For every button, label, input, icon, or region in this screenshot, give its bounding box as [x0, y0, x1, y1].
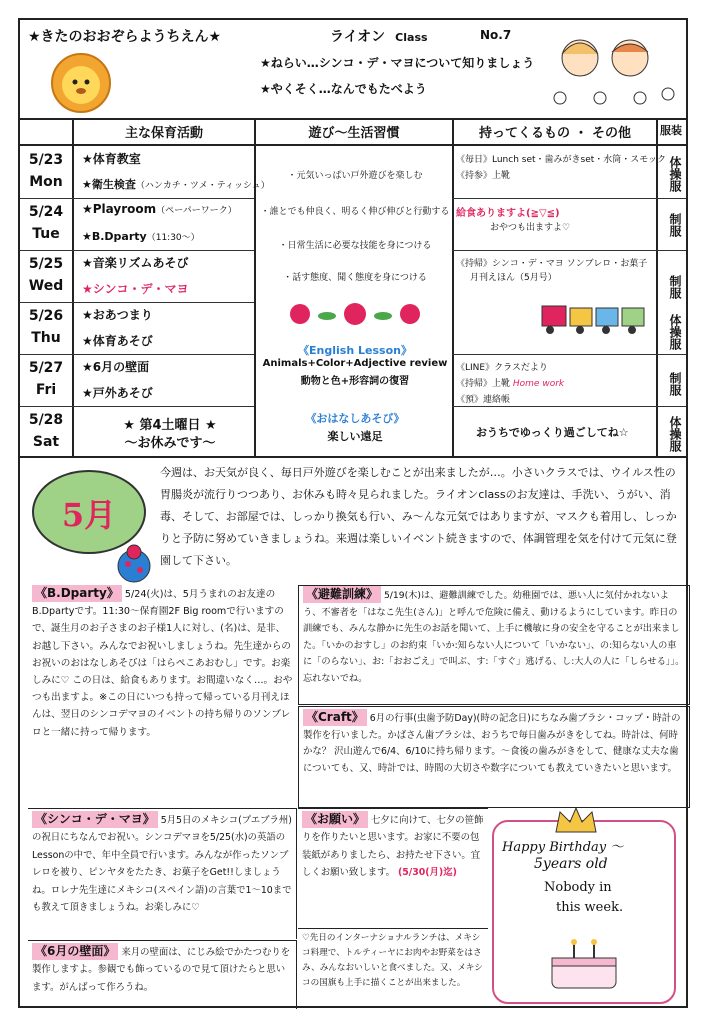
play-goal-2: ・誰とでも仲良く、明るく伸び伸びと行動する [260, 207, 450, 217]
carry-text: 《持帰》上靴 [456, 379, 511, 389]
request-body [302, 811, 486, 882]
class-name [330, 26, 428, 46]
lion-illustration [46, 52, 116, 114]
weekday: Wed [28, 278, 64, 294]
train-illustration [540, 290, 650, 338]
date: 5/23 [28, 152, 64, 168]
play-goal-3: ・日常生活に必要な技能を身につける [278, 241, 432, 251]
activity-fri-2: ★戸外あそび [82, 386, 153, 400]
month-badge [32, 470, 146, 554]
activity-thu-2: ★体育あそび [82, 334, 153, 348]
section-text: 6月の行事(虫歯予防Day)(時の記念日)にちなみ歯ブラシ・コップ・時計の製作を行いました。かばさん歯ブラシは、おうちで毎日歯みがきをしてね。時計は、何時かな？ 沢山遊んで6/4、6/10に持ち帰ります。〜食後の歯みがきをして、健康な丈夫な歯についても、又、時計では、時間の大切さや数字についても教えていきたいと思います。 [303, 713, 681, 774]
activity-note: （ハンカチ・ツメ・ティッシュ） [135, 181, 270, 191]
header [20, 20, 686, 120]
activity-mon-1: ★体育教室 [82, 152, 141, 166]
day-sat [20, 412, 72, 450]
carry-mon-1: 《毎日》Lunch set・歯みがきset・水筒・スモック [456, 155, 667, 165]
story-text: 楽しい遠足 [327, 430, 383, 443]
carry-sat: おうちでゆっくり過ごしてね☆ [476, 426, 629, 439]
drill-body [303, 586, 685, 688]
section-title: 《避難訓練》 [303, 586, 381, 603]
drill-section [298, 585, 690, 705]
weekday: Sat [32, 434, 60, 450]
col-play: 遊び〜生活習慣 [308, 126, 400, 141]
activity-sat-1: ★ 第4土曜日 ★ [123, 418, 217, 433]
birthday-line-4: this week. [556, 900, 624, 915]
carry-mon-2: 《持参》上靴 [456, 171, 511, 181]
lunch-section [298, 928, 488, 1009]
clothes-wed: 制服 [668, 275, 682, 299]
play-goal-1: ・元気いっぱい戸外遊びを楽しむ [287, 171, 423, 181]
section-title: 《お願い》 [302, 811, 368, 828]
play-goal-4: ・話す態度、聞く態度を身につける [283, 273, 427, 283]
rose-decoration-icon [280, 296, 430, 332]
crown-icon [554, 806, 598, 834]
activity-thu-1: ★おあつまり [82, 308, 153, 322]
bday-party-section [28, 585, 294, 803]
clothes-fri: 制服 [668, 372, 682, 396]
class-label: Class [395, 31, 428, 44]
homework-note: Home work [512, 379, 565, 389]
col-carry: 持ってくるもの ・ その他 [478, 126, 632, 141]
section-title: 《B.Dparty》 [32, 585, 122, 602]
lunch-text: ♡先日のインターナショナルランチは、メキシコ料理で、トルティーヤにお肉やお野菜をはさみ、みんなおいしいと食べました。又、メキシコの国旗も上手に描くことが出来ました。 [302, 933, 483, 988]
section-title: 《Craft》 [303, 709, 367, 726]
cinco-section [28, 808, 297, 939]
birthday-card [492, 820, 676, 1004]
date: 5/28 [28, 412, 64, 428]
birthday-line-3: Nobody in [544, 880, 612, 895]
ladybug-icon [112, 544, 156, 584]
activity-fri-1: ★6月の壁面 [82, 360, 150, 374]
month-text: 5月 [61, 496, 117, 534]
clothes-mon: 体操服 [668, 156, 682, 192]
promise-text: ★やくそく…なんでもたべよう [260, 82, 427, 96]
col-activities: 主な保育活動 [124, 126, 203, 141]
day-fri [20, 360, 72, 398]
carry-wed-2: 月刊えほん（5月号） [470, 273, 557, 283]
wall-body [32, 943, 294, 996]
date: 5/24 [28, 204, 64, 220]
activity-tue-2 [82, 230, 200, 243]
section-text: 来月の壁面は、にじみ絵でかたつむりを製作しますよ。参観でも飾っているので見て頂けたらと思います。がんばって作ろうね。 [32, 947, 291, 993]
request-deadline: (5/30(月)迄) [397, 867, 457, 879]
date: 5/26 [28, 308, 64, 324]
birthday-line-2: 5years old [534, 856, 608, 872]
section-text: 5/24(火)は、5月うまれのお友達のB.Dpartyです。11:30〜保育園2F Big roomで行いますので、誕生月のお子さまのお子様1人に対し、(名)は、是非、お越し下さい。みんなでお祝いしましょうね。先生達からのお祝いのおはなしあそびは「はらぺこあおむし」です。お楽しみに♡ この日は、給食もあります。お間違いなく…。おやつも出ますよ。※この日にいつも持って帰っている月刊えほんは、翌日のシンコデマヨのイベントの持ち帰りのソンブレロと一緒に持って帰ります。 [32, 589, 293, 738]
carry-fri-2 [456, 376, 564, 389]
bday-party-body [32, 585, 294, 741]
carry-tue-1: 給食ありますよ(≧▽≦) [456, 208, 560, 219]
weekly-schedule [20, 118, 686, 458]
school-name: ★きたのおおぞらようちえん★ [28, 29, 222, 45]
activity-note: （ペーパーワーク） [156, 206, 237, 216]
clothes-thu: 体操服 [668, 314, 682, 350]
aim-text: ★ねらい…シンコ・デ・マヨについて知りましょう [260, 56, 535, 70]
class-name-text: ライオン [330, 29, 386, 45]
activity-text: ★衛生検査 [82, 178, 136, 191]
date: 5/25 [28, 256, 64, 272]
activity-note: （11:30〜） [146, 233, 200, 243]
english-lesson-2: 動物と色+形容詞の復習 [300, 376, 410, 387]
activity-wed-1: ★音楽リズムあそび [82, 256, 189, 270]
intro-text: 今週は、お天気が良く、毎日戸外遊びを楽しむことが出来ましたが…。小さいクラスでは、ウイルス性の胃腸炎が流行りつつあり、お休みも時々見られました。ライオンclassのお友達は、手洗い、うがい、消毒、そして、お部屋では、しっかり換気も行い、み〜んな元気ではありますが、マスクも着用し、しっかりと予防に努めていきましょうね。来週は楽しいイベント続きますので、体調管理を気を付けて元気に登園して下さい。 [160, 466, 677, 567]
carry-fri-3: 《預》連絡帳 [456, 395, 511, 405]
cinco-body [32, 811, 294, 916]
birthday-line-1: Happy Birthday 〜 [502, 840, 624, 855]
day-mon [20, 152, 72, 190]
activity-wed-2: ★シンコ・デ・マヨ [82, 282, 189, 296]
request-section [298, 808, 488, 929]
carry-fri-1: 《LINE》クラスだより [456, 363, 548, 373]
section-text: 七夕に向けて、七夕の笹飾りを作りたいと思います。お家に不要の包装紙がありましたら、お持たせ下さい。宜しくお願い致します。 [302, 815, 484, 879]
carry-tue-2: おやつも出ますよ♡ [490, 223, 571, 233]
day-wed [20, 256, 72, 294]
craft-section [298, 706, 690, 808]
wall-section [28, 940, 297, 1009]
english-lesson-title: 《English Lesson》 [298, 344, 412, 357]
col-clothes: 服装 [660, 124, 682, 137]
section-text: 5/19(木)は、避難訓練でした。幼稚園では、悪い人に気付かれないよう、不審者を「はなこ先生(さん)」と呼んで危険に備え、動けるようにしています。昨日の訓練でも、みんな静かに先生のお話を聞いて、上手に機敏に身の安全を守ることが出来ました。「いかのおすし」のお約束「いか:知らない人について「いかない」、の:知らない人の車に「のらない」、お:「おおごえ」で叫ぶ、す:「すぐ」逃げる、し:大人の人に「しらせる」」。忘れないでね。 [303, 590, 685, 684]
cake-icon [544, 934, 624, 994]
craft-body [303, 709, 685, 777]
day-tue [20, 204, 72, 242]
section-title: 《6月の壁面》 [32, 943, 118, 960]
children-illustration [540, 30, 680, 110]
day-thu [20, 308, 72, 346]
section-title: 《シンコ・デ・マヨ》 [32, 811, 158, 828]
story-title: 《おはなしあそび》 [305, 412, 405, 425]
activity-text: ★B.Dparty [82, 230, 147, 243]
issue-number: No.7 [480, 28, 512, 42]
activity-tue-1 [82, 202, 237, 216]
section-text: 5月5日のメキシコ(プエブラ州)の祝日にちなんでお祝い。シンコデマヨを5/25(水)の英語のLessonの中で、年中全員で行います。みんなが作ったソンブレロを被り、ピンヤタをたたき、お菓子をGet!!しましょうね。ロレナ先生達にメキシコ(スペイン語)の言葉で1〜10までも教えて頂きましょうね。お楽しみに♡ [32, 815, 292, 914]
weekday: Fri [35, 382, 57, 398]
weekday: Thu [31, 330, 61, 346]
english-lesson-1: Animals+Color+Adjective review [262, 358, 448, 369]
activity-mon-2 [82, 176, 270, 192]
carry-wed-1: 《持帰》シンコ・デ・マヨ ソンブレロ・お菓子 [456, 259, 648, 269]
activity-sat-2: 〜お休みです〜 [124, 436, 216, 451]
date: 5/27 [28, 360, 64, 376]
activity-text: ★Playroom [82, 202, 157, 216]
weekday: Mon [29, 174, 63, 190]
weekday: Tue [32, 226, 60, 242]
clothes-sat: 体操服 [668, 416, 682, 452]
clothes-tue: 制服 [668, 213, 682, 237]
